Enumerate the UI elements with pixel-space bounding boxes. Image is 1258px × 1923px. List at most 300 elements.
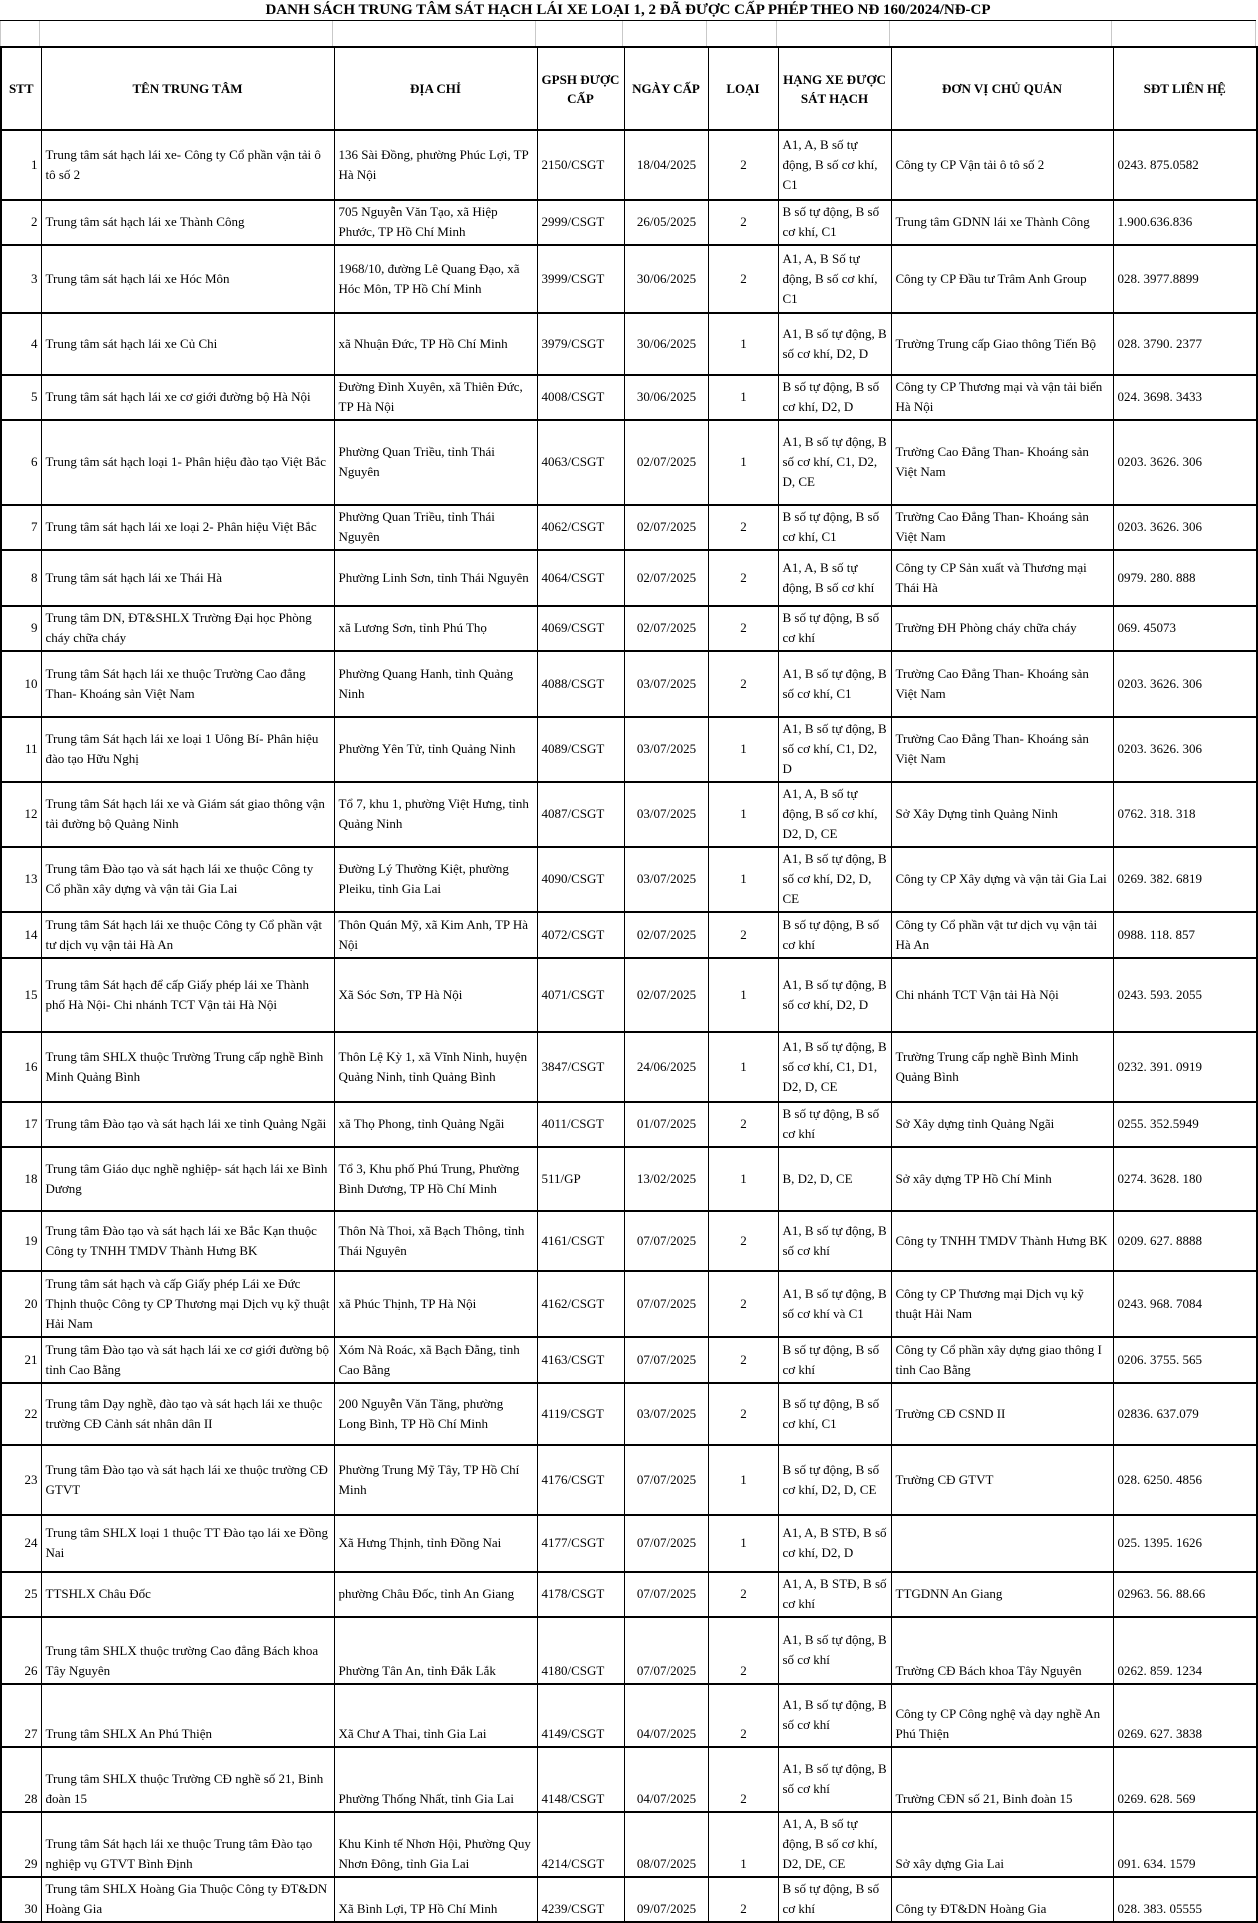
cell-loai: 2: [708, 1684, 778, 1747]
table-row: [1, 1271, 1257, 1337]
cell-gpsh: 4149/CSGT: [537, 1684, 624, 1747]
cell-loai: 2: [708, 1572, 778, 1617]
cell-stt: 24: [1, 1515, 41, 1572]
column-header-gpsh: GPSH ĐƯỢC CẤP: [537, 47, 624, 130]
cell-donvi: Công ty CP Đầu tư Trâm Anh Group: [891, 245, 1113, 313]
cell-donvi: Trường Trung cấp nghề Bình Minh Quảng Bình: [891, 1032, 1113, 1102]
cell-ten: Trung tâm Sát hạch lái xe thuộc Trung tâm Đào tạo nghiệp vụ GTVT Bình Định: [41, 1812, 334, 1877]
cell-donvi: Công ty CP Xây dựng và vận tải Gia Lai: [891, 847, 1113, 912]
table-row: [1, 606, 1257, 651]
cell-donvi: Công ty Cổ phần xây dựng giao thông I tỉnh Cao Bằng: [891, 1337, 1113, 1383]
spacer-cell: [40, 21, 333, 46]
cell-donvi: Sở xây dựng TP Hồ Chí Minh: [891, 1147, 1113, 1211]
cell-ngay: 03/07/2025: [624, 651, 708, 717]
cell-stt: 1: [1, 130, 41, 200]
cell-diachi: xã Lương Sơn, tỉnh Phú Thọ: [334, 606, 537, 651]
table-row: [1, 1877, 1257, 1922]
cell-donvi: Công ty TNHH TMDV Thành Hưng BK: [891, 1211, 1113, 1271]
cell-diachi: xã Phúc Thịnh, TP Hà Nội: [334, 1271, 537, 1337]
cell-sdt: 025. 1395. 1626: [1113, 1515, 1257, 1572]
cell-sdt: 0762. 318. 318: [1113, 782, 1257, 847]
cell-ngay: 13/02/2025: [624, 1147, 708, 1211]
cell-ten: Trung tâm sát hạch lái xe Củ Chi: [41, 313, 334, 375]
cell-donvi: Trường Cao Đẳng Than- Khoáng sản Việt Nam: [891, 717, 1113, 782]
table-row: [1, 1211, 1257, 1271]
cell-diachi: Phường Yên Tử, tỉnh Quảng Ninh: [334, 717, 537, 782]
cell-stt: 6: [1, 420, 41, 505]
cell-loai: 1: [708, 958, 778, 1032]
cell-ngay: 02/07/2025: [624, 420, 708, 505]
table-row: [1, 245, 1257, 313]
cell-loai: 2: [708, 200, 778, 245]
cell-gpsh: 4148/CSGT: [537, 1747, 624, 1812]
cell-gpsh: 4162/CSGT: [537, 1271, 624, 1337]
cell-loai: 2: [708, 1271, 778, 1337]
cell-sdt: 091. 634. 1579: [1113, 1812, 1257, 1877]
cell-donvi: TTGDNN An Giang: [891, 1572, 1113, 1617]
cell-stt: 10: [1, 651, 41, 717]
cell-sdt: 024. 3698. 3433: [1113, 375, 1257, 420]
cell-loai: 2: [708, 550, 778, 606]
cell-gpsh: 4239/CSGT: [537, 1877, 624, 1922]
cell-loai: 2: [708, 912, 778, 958]
cell-ten: Trung tâm sát hạch lái xe Thái Hà: [41, 550, 334, 606]
cell-diachi: Thôn Nà Thoi, xã Bạch Thông, tỉnh Thái Nguyên: [334, 1211, 537, 1271]
cell-ngay: 07/07/2025: [624, 1617, 708, 1684]
cell-ten: Trung tâm SHLX loại 1 thuộc TT Đào tạo lái xe Đồng Nai: [41, 1515, 334, 1572]
cell-ten: Trung tâm SHLX An Phú Thiện: [41, 1684, 334, 1747]
table-header-row: [1, 47, 1257, 130]
spacer-cell: [1112, 21, 1256, 46]
cell-gpsh: 4062/CSGT: [537, 505, 624, 550]
table-row: [1, 1684, 1257, 1747]
cell-ngay: 30/06/2025: [624, 375, 708, 420]
cell-stt: 30: [1, 1877, 41, 1922]
cell-ten: Trung tâm Giáo dục nghề nghiệp- sát hạch lái xe Bình Dương: [41, 1147, 334, 1211]
cell-ngay: 07/07/2025: [624, 1271, 708, 1337]
cell-ngay: 02/07/2025: [624, 606, 708, 651]
cell-donvi: Trường Cao Đẳng Than- Khoáng sản Việt Nam: [891, 651, 1113, 717]
cell-ngay: 26/05/2025: [624, 200, 708, 245]
table-row: [1, 1102, 1257, 1147]
table-row: [1, 651, 1257, 717]
cell-diachi: Đường Đình Xuyên, xã Thiên Đức, TP Hà Nội: [334, 375, 537, 420]
cell-donvi: Trường CĐ Bách khoa Tây Nguyên: [891, 1617, 1113, 1684]
spacer-cell: [536, 21, 623, 46]
cell-donvi: Công ty CP Công nghệ và dạy nghề An Phú Thiện: [891, 1684, 1113, 1747]
page-title: DANH SÁCH TRUNG TÂM SÁT HẠCH LÁI XE LOẠI 1, 2 ĐÃ ĐƯỢC CẤP PHÉP THEO NĐ 160/2024/NĐ-CP: [0, 0, 1256, 21]
cell-donvi: Trường CĐ GTVT: [891, 1445, 1113, 1515]
cell-ngay: 07/07/2025: [624, 1211, 708, 1271]
cell-hang: A1, B số tự động, B số cơ khí: [778, 1747, 891, 1812]
cell-gpsh: 3999/CSGT: [537, 245, 624, 313]
cell-sdt: 0262. 859. 1234: [1113, 1617, 1257, 1684]
cell-gpsh: 4063/CSGT: [537, 420, 624, 505]
cell-sdt: 0269. 382. 6819: [1113, 847, 1257, 912]
spacer-cell: [333, 21, 536, 46]
cell-diachi: Xã Bình Lợi, TP Hồ Chí Minh: [334, 1877, 537, 1922]
cell-loai: 1: [708, 717, 778, 782]
cell-sdt: 0232. 391. 0919: [1113, 1032, 1257, 1102]
cell-stt: 29: [1, 1812, 41, 1877]
cell-stt: 14: [1, 912, 41, 958]
spacer-cell: [890, 21, 1112, 46]
cell-diachi: xã Nhuận Đức, TP Hồ Chí Minh: [334, 313, 537, 375]
column-header-ngay: NGÀY CẤP: [624, 47, 708, 130]
cell-ngay: 03/07/2025: [624, 1383, 708, 1445]
cell-loai: 2: [708, 1877, 778, 1922]
cell-stt: 25: [1, 1572, 41, 1617]
cell-sdt: 0988. 118. 857: [1113, 912, 1257, 958]
cell-gpsh: 2150/CSGT: [537, 130, 624, 200]
cell-hang: A1, B số tự động, B số cơ khí, D2, D: [778, 313, 891, 375]
cell-donvi: Trường ĐH Phòng cháy chữa cháy: [891, 606, 1113, 651]
cell-loai: 2: [708, 130, 778, 200]
cell-ten: Trung tâm Đào tạo và sát hạch lái xe thuộc trường CĐ GTVT: [41, 1445, 334, 1515]
cell-diachi: Phường Quang Hanh, tỉnh Quảng Ninh: [334, 651, 537, 717]
cell-hang: A1, B số tự động, B số cơ khí: [778, 1211, 891, 1271]
cell-stt: 17: [1, 1102, 41, 1147]
cell-diachi: Xã Chư A Thai, tỉnh Gia Lai: [334, 1684, 537, 1747]
cell-sdt: 1.900.636.836: [1113, 200, 1257, 245]
cell-loai: 1: [708, 1147, 778, 1211]
cell-ngay: 03/07/2025: [624, 847, 708, 912]
cell-ten: Trung tâm sát hạch và cấp Giấy phép Lái xe Đức Thịnh thuộc Công ty CP Thương mại Dịch vụ kỹ thuật Hải Nam: [41, 1271, 334, 1337]
cell-ten: Trung tâm Đào tạo và sát hạch lái xe Bắc Kạn thuộc Công ty TNHH TMDV Thành Hưng BK: [41, 1211, 334, 1271]
cell-stt: 19: [1, 1211, 41, 1271]
cell-ten: Trung tâm Đào tạo và sát hạch lái xe thuộc Công ty Cổ phần xây dựng và vận tải Gia Lai: [41, 847, 334, 912]
cell-donvi: Công ty Cổ phần vật tư dịch vụ vận tải Hà An: [891, 912, 1113, 958]
cell-ten: Trung tâm Sát hạch lái xe thuộc Công ty Cổ phần vật tư dịch vụ vận tải Hà An: [41, 912, 334, 958]
cell-sdt: 0243. 593. 2055: [1113, 958, 1257, 1032]
cell-donvi: Trường CĐN số 21, Binh đoàn 15: [891, 1747, 1113, 1812]
cell-diachi: Thôn Lệ Kỳ 1, xã Vĩnh Ninh, huyện Quảng Ninh, tỉnh Quảng Bình: [334, 1032, 537, 1102]
cell-diachi: 1968/10, đường Lê Quang Đạo, xã Hóc Môn, TP Hồ Chí Minh: [334, 245, 537, 313]
table-row: [1, 1337, 1257, 1383]
cell-hang: A1, B số tự động, B số cơ khí: [778, 1684, 891, 1747]
cell-hang: A1, A, B Số tự động, B số cơ khí, C1: [778, 245, 891, 313]
cell-donvi: Chi nhánh TCT Vận tải Hà Nội: [891, 958, 1113, 1032]
cell-ten: Trung tâm Sát hạch lái xe và Giám sát giao thông vận tải đường bộ Quảng Ninh: [41, 782, 334, 847]
cell-donvi: Công ty CP Sản xuất và Thương mại Thái Hà: [891, 550, 1113, 606]
cell-gpsh: 4089/CSGT: [537, 717, 624, 782]
column-header-ten: TÊN TRUNG TÂM: [41, 47, 334, 130]
cell-donvi: Trường Cao Đẳng Than- Khoáng sản Việt Nam: [891, 420, 1113, 505]
cell-gpsh: 4180/CSGT: [537, 1617, 624, 1684]
cell-sdt: 0255. 352.5949: [1113, 1102, 1257, 1147]
cell-ngay: 07/07/2025: [624, 1445, 708, 1515]
cell-gpsh: 3847/CSGT: [537, 1032, 624, 1102]
cell-ten: Trung tâm Đào tạo và sát hạch lái xe tỉnh Quảng Ngãi: [41, 1102, 334, 1147]
cell-stt: 5: [1, 375, 41, 420]
cell-ten: Trung tâm sát hạch lái xe cơ giới đường bộ Hà Nội: [41, 375, 334, 420]
cell-ngay: 02/07/2025: [624, 550, 708, 606]
table-row: [1, 1383, 1257, 1445]
spacer-cell: [707, 21, 777, 46]
cell-loai: 2: [708, 1747, 778, 1812]
cell-gpsh: 2999/CSGT: [537, 200, 624, 245]
cell-ten: Trung tâm SHLX thuộc trường Cao đẳng Bách khoa Tây Nguyên: [41, 1617, 334, 1684]
cell-sdt: 0269. 628. 569: [1113, 1747, 1257, 1812]
cell-stt: 13: [1, 847, 41, 912]
table-row: [1, 375, 1257, 420]
cell-gpsh: 4011/CSGT: [537, 1102, 624, 1147]
cell-loai: 1: [708, 847, 778, 912]
cell-gpsh: 4178/CSGT: [537, 1572, 624, 1617]
cell-sdt: 0203. 3626. 306: [1113, 420, 1257, 505]
cell-stt: 21: [1, 1337, 41, 1383]
cell-donvi: Sở Xây Dựng tỉnh Quảng Ninh: [891, 782, 1113, 847]
cell-diachi: Tổ 7, khu 1, phường Việt Hưng, tỉnh Quảng Ninh: [334, 782, 537, 847]
cell-ngay: 04/07/2025: [624, 1747, 708, 1812]
cell-hang: A1, B số tự động, B số cơ khí, C1: [778, 651, 891, 717]
cell-diachi: phường Châu Đốc, tỉnh An Giang: [334, 1572, 537, 1617]
cell-ten: Trung tâm sát hạch loại 1- Phân hiệu đào tạo Việt Bắc: [41, 420, 334, 505]
cell-stt: 15: [1, 958, 41, 1032]
cell-hang: A1, A, B số tự động, B số cơ khí, C1: [778, 130, 891, 200]
cell-diachi: Phường Linh Sơn, tỉnh Thái Nguyên: [334, 550, 537, 606]
cell-stt: 3: [1, 245, 41, 313]
cell-stt: 23: [1, 1445, 41, 1515]
cell-ten: Trung tâm Sát hạch lái xe thuộc Trường Cao đẳng Than- Khoáng sản Việt Nam: [41, 651, 334, 717]
cell-sdt: 0269. 627. 3838: [1113, 1684, 1257, 1747]
cell-gpsh: 4176/CSGT: [537, 1445, 624, 1515]
column-header-sdt: SĐT LIÊN HỆ: [1113, 47, 1257, 130]
cell-diachi: Xóm Nà Roác, xã Bạch Đằng, tỉnh Cao Bằng: [334, 1337, 537, 1383]
cell-donvi: Công ty CP Thương mại và vận tải biển Hà Nội: [891, 375, 1113, 420]
spacer-cell: [777, 21, 890, 46]
cell-hang: A1, B số tự động, B số cơ khí: [778, 1617, 891, 1684]
cell-gpsh: 4177/CSGT: [537, 1515, 624, 1572]
cell-ngay: 04/07/2025: [624, 1684, 708, 1747]
cell-ngay: 03/07/2025: [624, 717, 708, 782]
cell-hang: A1, B số tự động, B số cơ khí, C1, D2, D, CE: [778, 420, 891, 505]
table-row: [1, 1147, 1257, 1211]
cell-stt: 2: [1, 200, 41, 245]
table-row: [1, 782, 1257, 847]
cell-loai: 1: [708, 1812, 778, 1877]
cell-hang: B số tự động, B số cơ khí, C1: [778, 505, 891, 550]
cell-gpsh: 4163/CSGT: [537, 1337, 624, 1383]
column-header-loai: LOẠI: [708, 47, 778, 130]
cell-gpsh: 4087/CSGT: [537, 782, 624, 847]
cell-hang: B số tự động, B số cơ khí: [778, 912, 891, 958]
cell-donvi: Sở xây dựng Gia Lai: [891, 1812, 1113, 1877]
table-row: [1, 912, 1257, 958]
cell-loai: 1: [708, 313, 778, 375]
cell-hang: B số tự động, B số cơ khí, C1: [778, 200, 891, 245]
cell-diachi: Phường Trung Mỹ Tây, TP Hồ Chí Minh: [334, 1445, 537, 1515]
table-row: [1, 847, 1257, 912]
table-row: [1, 1812, 1257, 1877]
cell-diachi: 705 Nguyễn Văn Tạo, xã Hiệp Phước, TP Hồ Chí Minh: [334, 200, 537, 245]
cell-sdt: 0209. 627. 8888: [1113, 1211, 1257, 1271]
cell-hang: A1, B số tự động, B số cơ khí, C1, D1, D2, D, CE: [778, 1032, 891, 1102]
cell-diachi: Đường Lý Thường Kiệt, phường Pleiku, tỉnh Gia Lai: [334, 847, 537, 912]
cell-hang: B số tự động, B số cơ khí, C1: [778, 1383, 891, 1445]
cell-ten: Trung tâm sát hạch lái xe loại 2- Phân hiệu Việt Bắc: [41, 505, 334, 550]
cell-diachi: 136 Sài Đồng, phường Phúc Lợi, TP Hà Nội: [334, 130, 537, 200]
table-row: [1, 958, 1257, 1032]
cell-diachi: Phường Quan Triều, tỉnh Thái Nguyên: [334, 420, 537, 505]
cell-ngay: 30/06/2025: [624, 313, 708, 375]
cell-loai: 2: [708, 1617, 778, 1684]
cell-diachi: Xã Hưng Thịnh, tỉnh Đồng Nai: [334, 1515, 537, 1572]
cell-donvi: Trường Trung cấp Giao thông Tiến Bộ: [891, 313, 1113, 375]
cell-ten: Trung tâm sát hạch lái xe- Công ty Cổ phần vận tải ô tô số 2: [41, 130, 334, 200]
cell-ngay: 01/07/2025: [624, 1102, 708, 1147]
cell-sdt: 0979. 280. 888: [1113, 550, 1257, 606]
cell-gpsh: 4161/CSGT: [537, 1211, 624, 1271]
cell-stt: 11: [1, 717, 41, 782]
cell-sdt: 028. 383. 05555: [1113, 1877, 1257, 1922]
cell-donvi: [891, 1515, 1113, 1572]
cell-gpsh: 4090/CSGT: [537, 847, 624, 912]
cell-ten: Trung tâm sát hạch lái xe Thành Công: [41, 200, 334, 245]
table-row: [1, 717, 1257, 782]
cell-donvi: Công ty CP Vận tải ô tô số 2: [891, 130, 1113, 200]
cell-ngay: 02/07/2025: [624, 505, 708, 550]
cell-ten: Trung tâm sát hạch lái xe Hóc Môn: [41, 245, 334, 313]
cell-stt: 28: [1, 1747, 41, 1812]
cell-hang: A1, B số tự động, B số cơ khí và C1: [778, 1271, 891, 1337]
cell-gpsh: 4008/CSGT: [537, 375, 624, 420]
cell-stt: 8: [1, 550, 41, 606]
cell-donvi: Sở Xây dựng tỉnh Quảng Ngãi: [891, 1102, 1113, 1147]
cell-sdt: 0203. 3626. 306: [1113, 717, 1257, 782]
cell-hang: B số tự động, B số cơ khí: [778, 1877, 891, 1922]
cell-loai: 1: [708, 1032, 778, 1102]
cell-loai: 2: [708, 1337, 778, 1383]
cell-sdt: 0206. 3755. 565: [1113, 1337, 1257, 1383]
cell-loai: 1: [708, 375, 778, 420]
table-row: [1, 1747, 1257, 1812]
cell-ten: Trung tâm DN, ĐT&SHLX Trường Đại học Phòng cháy chữa cháy: [41, 606, 334, 651]
cell-hang: B, D2, D, CE: [778, 1147, 891, 1211]
cell-sdt: 0243. 875.0582: [1113, 130, 1257, 200]
cell-ngay: 30/06/2025: [624, 245, 708, 313]
table-row: [1, 200, 1257, 245]
cell-stt: 22: [1, 1383, 41, 1445]
cell-stt: 20: [1, 1271, 41, 1337]
cell-hang: A1, A, B số tự động, B số cơ khí, D2, D, CE: [778, 782, 891, 847]
cell-loai: 1: [708, 1515, 778, 1572]
cell-hang: B số tự động, B số cơ khí, D2, D: [778, 375, 891, 420]
cell-ngay: 18/04/2025: [624, 130, 708, 200]
cell-sdt: 02836. 637.079: [1113, 1383, 1257, 1445]
cell-ngay: 24/06/2025: [624, 1032, 708, 1102]
cell-donvi: Trường CĐ CSND II: [891, 1383, 1113, 1445]
cell-ngay: 09/07/2025: [624, 1877, 708, 1922]
cell-ten: Trung tâm SHLX thuộc Trường CĐ nghề số 21, Binh đoàn 15: [41, 1747, 334, 1812]
cell-gpsh: 4069/CSGT: [537, 606, 624, 651]
cell-diachi: Thôn Quán Mỹ, xã Kim Anh, TP Hà Nội: [334, 912, 537, 958]
table-row: [1, 130, 1257, 200]
table-row: [1, 505, 1257, 550]
cell-loai: 1: [708, 782, 778, 847]
table-row: [1, 550, 1257, 606]
table-row: [1, 420, 1257, 505]
table-row: [1, 1445, 1257, 1515]
column-header-stt: STT: [1, 47, 41, 130]
cell-hang: A1, A, B STĐ, B số cơ khí: [778, 1572, 891, 1617]
cell-stt: 27: [1, 1684, 41, 1747]
cell-donvi: Trung tâm GDNN lái xe Thành Công: [891, 200, 1113, 245]
cell-ngay: 03/07/2025: [624, 782, 708, 847]
cell-hang: B số tự động, B số cơ khí: [778, 1337, 891, 1383]
cell-ngay: 02/07/2025: [624, 958, 708, 1032]
cell-loai: 1: [708, 420, 778, 505]
cell-gpsh: 4119/CSGT: [537, 1383, 624, 1445]
column-header-diachi: ĐỊA CHỈ: [334, 47, 537, 130]
cell-loai: 2: [708, 606, 778, 651]
column-header-hang: HẠNG XE ĐƯỢC SÁT HẠCH: [778, 47, 891, 130]
cell-hang: A1, B số tự động, B số cơ khí, D2, D, CE: [778, 847, 891, 912]
cell-loai: 2: [708, 505, 778, 550]
cell-gpsh: 4088/CSGT: [537, 651, 624, 717]
cell-ngay: 07/07/2025: [624, 1515, 708, 1572]
cell-stt: 4: [1, 313, 41, 375]
cell-diachi: xã Thọ Phong, tỉnh Quảng Ngãi: [334, 1102, 537, 1147]
cell-sdt: 0203. 3626. 306: [1113, 651, 1257, 717]
spacer-cell: [623, 21, 707, 46]
cell-sdt: 02963. 56. 88.66: [1113, 1572, 1257, 1617]
cell-gpsh: 4064/CSGT: [537, 550, 624, 606]
cell-diachi: Tổ 3, Khu phố Phú Trung, Phường Bình Dương, TP Hồ Chí Minh: [334, 1147, 537, 1211]
cell-ten: Trung tâm SHLX Hoàng Gia Thuộc Công ty ĐT&DN Hoàng Gia: [41, 1877, 334, 1922]
cell-diachi: Khu Kinh tế Nhơn Hội, Phường Quy Nhơn Đông, tỉnh Gia Lai: [334, 1812, 537, 1877]
cell-hang: A1, A, B số tự động, B số cơ khí, D2, DE, CE: [778, 1812, 891, 1877]
table-row: [1, 1515, 1257, 1572]
cell-ngay: 08/07/2025: [624, 1812, 708, 1877]
cell-stt: 12: [1, 782, 41, 847]
cell-stt: 16: [1, 1032, 41, 1102]
cell-ten: Trung tâm Sát hạch lái xe loại 1 Uông Bí- Phân hiệu đào tạo Hữu Nghị: [41, 717, 334, 782]
cell-gpsh: 3979/CSGT: [537, 313, 624, 375]
cell-hang: B số tự động, B số cơ khí, D2, D, CE: [778, 1445, 891, 1515]
cell-donvi: Công ty ĐT&DN Hoàng Gia: [891, 1877, 1113, 1922]
table-row: [1, 1617, 1257, 1684]
cell-ten: Trung tâm Đào tạo và sát hạch lái xe cơ giới đường bộ tỉnh Cao Bằng: [41, 1337, 334, 1383]
cell-ngay: 07/07/2025: [624, 1572, 708, 1617]
cell-stt: 9: [1, 606, 41, 651]
cell-hang: B số tự động, B số cơ khí: [778, 606, 891, 651]
cell-ten: Trung tâm Dạy nghề, đào tạo và sát hạch lái xe thuộc trường CĐ Cảnh sát nhân dân II: [41, 1383, 334, 1445]
cell-sdt: 028. 3977.8899: [1113, 245, 1257, 313]
spacer-row: [0, 21, 1256, 46]
cell-hang: A1, B số tự động, B số cơ khí, D2, D: [778, 958, 891, 1032]
cell-hang: B số tự động, B số cơ khí: [778, 1102, 891, 1147]
cell-ngay: 02/07/2025: [624, 912, 708, 958]
cell-gpsh: 4071/CSGT: [537, 958, 624, 1032]
cell-sdt: 0243. 968. 7084: [1113, 1271, 1257, 1337]
cell-diachi: 200 Nguyễn Văn Tăng, phường Long Bình, TP Hồ Chí Minh: [334, 1383, 537, 1445]
cell-loai: 2: [708, 1211, 778, 1271]
cell-loai: 2: [708, 1102, 778, 1147]
cell-donvi: Trường Cao Đẳng Than- Khoáng sản Việt Nam: [891, 505, 1113, 550]
cell-gpsh: 511/GP: [537, 1147, 624, 1211]
cell-sdt: 0203. 3626. 306: [1113, 505, 1257, 550]
cell-stt: 7: [1, 505, 41, 550]
cell-sdt: 0274. 3628. 180: [1113, 1147, 1257, 1211]
centers-table: [0, 46, 1258, 1923]
spacer-cell: [0, 21, 40, 46]
cell-loai: 2: [708, 651, 778, 717]
cell-diachi: Phường Tân An, tỉnh Đắk Lắk: [334, 1617, 537, 1684]
cell-sdt: 028. 6250. 4856: [1113, 1445, 1257, 1515]
table-row: [1, 313, 1257, 375]
cell-diachi: Phường Thống Nhất, tỉnh Gia Lai: [334, 1747, 537, 1812]
